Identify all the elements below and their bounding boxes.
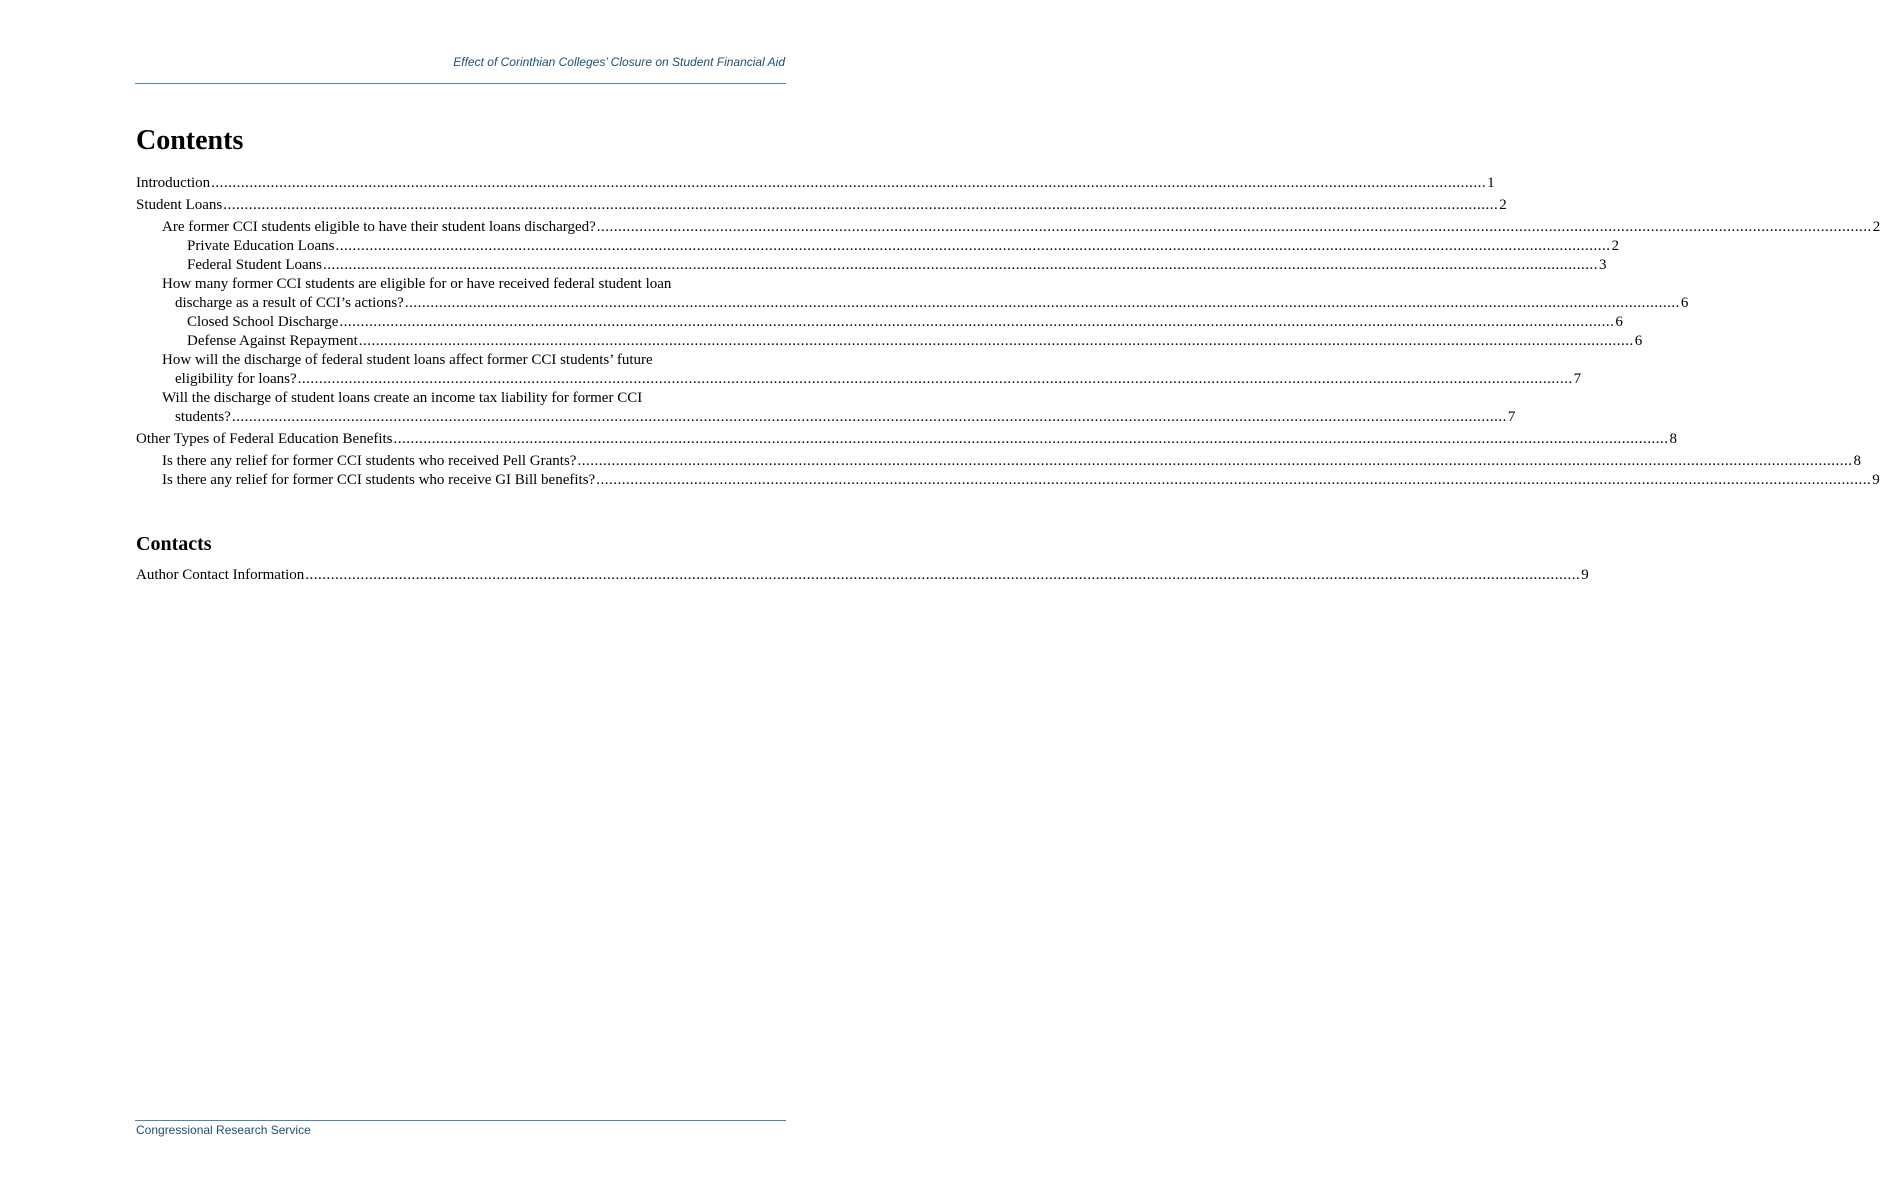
- toc-entry-title: Student Loans: [136, 197, 223, 213]
- table-of-contents: [136, 174, 1880, 490]
- toc-page-number: 8: [1669, 431, 1678, 447]
- toc-page-number: 9: [1581, 567, 1589, 583]
- toc-page-number: 2: [1872, 219, 1880, 235]
- toc-page-number: 3: [1598, 257, 1607, 273]
- toc-entry-private-education-loans[interactable]: [136, 237, 1619, 256]
- toc-entry-title: Is there any relief for former CCI students who receive GI Bill benefits?: [162, 472, 596, 488]
- toc-entry-future-eligibility[interactable]: [136, 351, 1582, 389]
- dot-leader: ............................................................................................................................................................................................................................................................................................................: [404, 295, 1680, 311]
- toc-page-number: 1: [1487, 175, 1495, 191]
- toc-entry-title: Private Education Loans: [187, 238, 335, 254]
- header-divider: [135, 83, 786, 84]
- dot-leader: ............................................................................................................................................................................................................................................................................................................: [335, 238, 1611, 254]
- dot-leader: ............................................................................................................................................................................................................................................................................................................: [393, 431, 1669, 447]
- toc-entry-federal-student-loans[interactable]: [136, 256, 1607, 275]
- toc-page-number: 7: [1507, 409, 1516, 425]
- toc-entry-introduction[interactable]: [136, 174, 1495, 193]
- toc-entry-author-contact[interactable]: [136, 566, 1589, 585]
- toc-entry-income-tax-liability[interactable]: [136, 389, 1516, 427]
- contacts-heading: Contacts: [136, 533, 212, 555]
- toc-entry-defense-against-repayment[interactable]: [136, 332, 1643, 351]
- contents-heading: Contents: [136, 125, 244, 156]
- toc-page-number: 6: [1680, 295, 1689, 311]
- toc-page-number: 7: [1573, 371, 1582, 387]
- toc-entry-pell-grants[interactable]: [136, 452, 1861, 471]
- toc-entry-title: How many former CCI students are eligible for or have received federal student loan: [162, 276, 672, 292]
- toc-entry-title-continued: students?: [175, 409, 231, 425]
- contacts-list: [136, 566, 1589, 585]
- footer-divider: [135, 1120, 786, 1121]
- running-header-title: Effect of Corinthian Colleges’ Closure on Student Financial Aid: [453, 55, 785, 69]
- toc-entry-other-federal-benefits[interactable]: [136, 430, 1678, 449]
- toc-page-number: 6: [1634, 333, 1643, 349]
- toc-entry-title: Federal Student Loans: [187, 257, 322, 273]
- dot-leader: ............................................................................................................................................................................................................................................................................................................: [305, 567, 1581, 583]
- dot-leader: ............................................................................................................................................................................................................................................................................................................: [596, 472, 1872, 488]
- toc-entry-title-continued: discharge as a result of CCI’s actions?: [175, 295, 404, 311]
- toc-page-number: 2: [1611, 238, 1619, 254]
- dot-leader: ............................................................................................................................................................................................................................................................................................................: [211, 175, 1487, 191]
- toc-entry-title: Author Contact Information: [136, 567, 305, 583]
- toc-entry-title: Will the discharge of student loans create an income tax liability for former CCI: [162, 390, 643, 406]
- toc-entry-how-many-students[interactable]: [136, 275, 1689, 313]
- toc-page-number: 9: [1872, 472, 1880, 488]
- toc-entry-title: Defense Against Repayment: [187, 333, 358, 349]
- toc-entry-title: How will the discharge of federal student loans affect former CCI students’ future: [162, 352, 653, 368]
- toc-entry-title: Is there any relief for former CCI students who received Pell Grants?: [162, 453, 577, 469]
- toc-page-number: 8: [1853, 453, 1861, 469]
- toc-entry-title-continued: eligibility for loans?: [175, 371, 297, 387]
- toc-entry-eligible-discharge[interactable]: [136, 218, 1880, 237]
- toc-entry-title: Other Types of Federal Education Benefits: [136, 431, 393, 447]
- footer-publisher: Congressional Research Service: [136, 1123, 311, 1137]
- toc-entry-student-loans[interactable]: [136, 196, 1507, 215]
- toc-page-number: 2: [1499, 197, 1507, 213]
- dot-leader: ............................................................................................................................................................................................................................................................................................................: [339, 314, 1615, 330]
- dot-leader: ............................................................................................................................................................................................................................................................................................................: [297, 371, 1573, 387]
- dot-leader: ............................................................................................................................................................................................................................................................................................................: [596, 219, 1872, 235]
- dot-leader: ............................................................................................................................................................................................................................................................................................................: [231, 409, 1507, 425]
- dot-leader: ............................................................................................................................................................................................................................................................................................................: [223, 197, 1499, 213]
- toc-entry-closed-school-discharge[interactable]: [136, 313, 1623, 332]
- dot-leader: ............................................................................................................................................................................................................................................................................................................: [358, 333, 1634, 349]
- dot-leader: ............................................................................................................................................................................................................................................................................................................: [322, 257, 1598, 273]
- toc-entry-gi-bill[interactable]: [136, 471, 1880, 490]
- dot-leader: ............................................................................................................................................................................................................................................................................................................: [577, 453, 1853, 469]
- toc-page-number: 6: [1615, 314, 1623, 330]
- toc-entry-title: Closed School Discharge: [187, 314, 339, 330]
- toc-entry-title: Introduction: [136, 175, 211, 191]
- toc-entry-title: Are former CCI students eligible to have their student loans discharged?: [162, 219, 596, 235]
